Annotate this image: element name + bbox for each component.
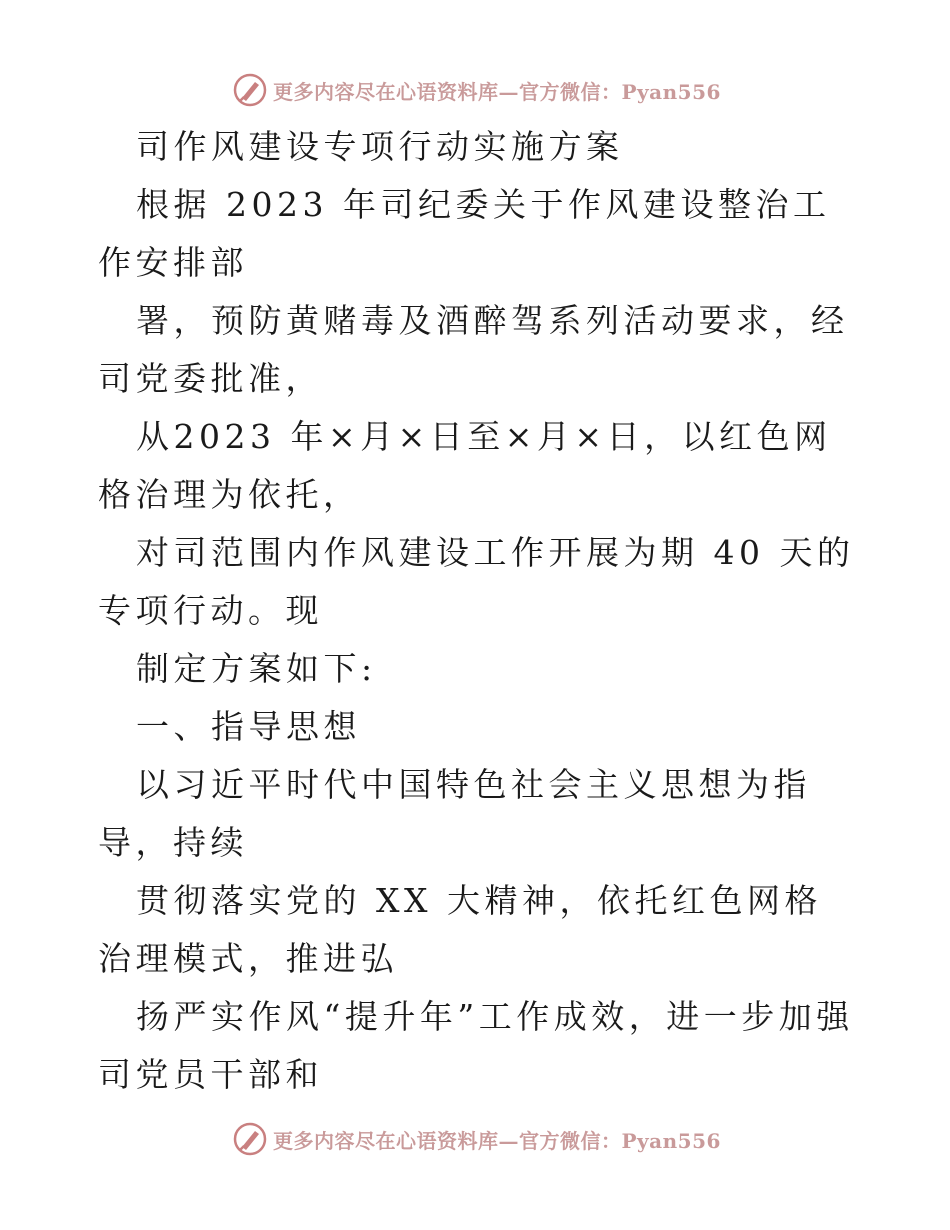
paragraph: 署，预防黄赌毒及酒醉驾系列活动要求，经司党委批准， xyxy=(98,301,849,398)
paragraph: 制定方案如下: xyxy=(136,649,377,688)
paragraph: 贯彻落实党的 XX 大精神，依托红色网格治理模式，推进弘 xyxy=(98,881,822,978)
watermark-text: 更多内容尽在心语资料库—官方微信：Pyan556 xyxy=(273,79,721,104)
document-title: 司作风建设专项行动实施方案 xyxy=(136,127,624,166)
pen-logo-icon xyxy=(233,1122,267,1156)
paragraph: 根据 2023 年司纪委关于作风建设整治工作安排部 xyxy=(98,185,831,282)
pen-logo-icon xyxy=(233,73,267,107)
paragraph: 扬严实作风“提升年”工作成效，进一步加强司党员干部和 xyxy=(98,997,854,1094)
document-body xyxy=(98,118,858,1104)
paragraph: 对司范围内作风建设工作开展为期 40 天的专项行动。现 xyxy=(98,533,855,630)
paragraph: 以习近平时代中国特色社会主义思想为指导，持续 xyxy=(98,765,811,862)
header-watermark xyxy=(233,72,721,108)
paragraph: 从2023 年×月×日至×月×日，以红色网格治理为依托， xyxy=(98,417,832,514)
section-heading: 一、指导思想 xyxy=(136,707,361,746)
watermark-text: 更多内容尽在心语资料库—官方微信：Pyan556 xyxy=(273,1128,721,1153)
footer-watermark xyxy=(233,1121,721,1157)
